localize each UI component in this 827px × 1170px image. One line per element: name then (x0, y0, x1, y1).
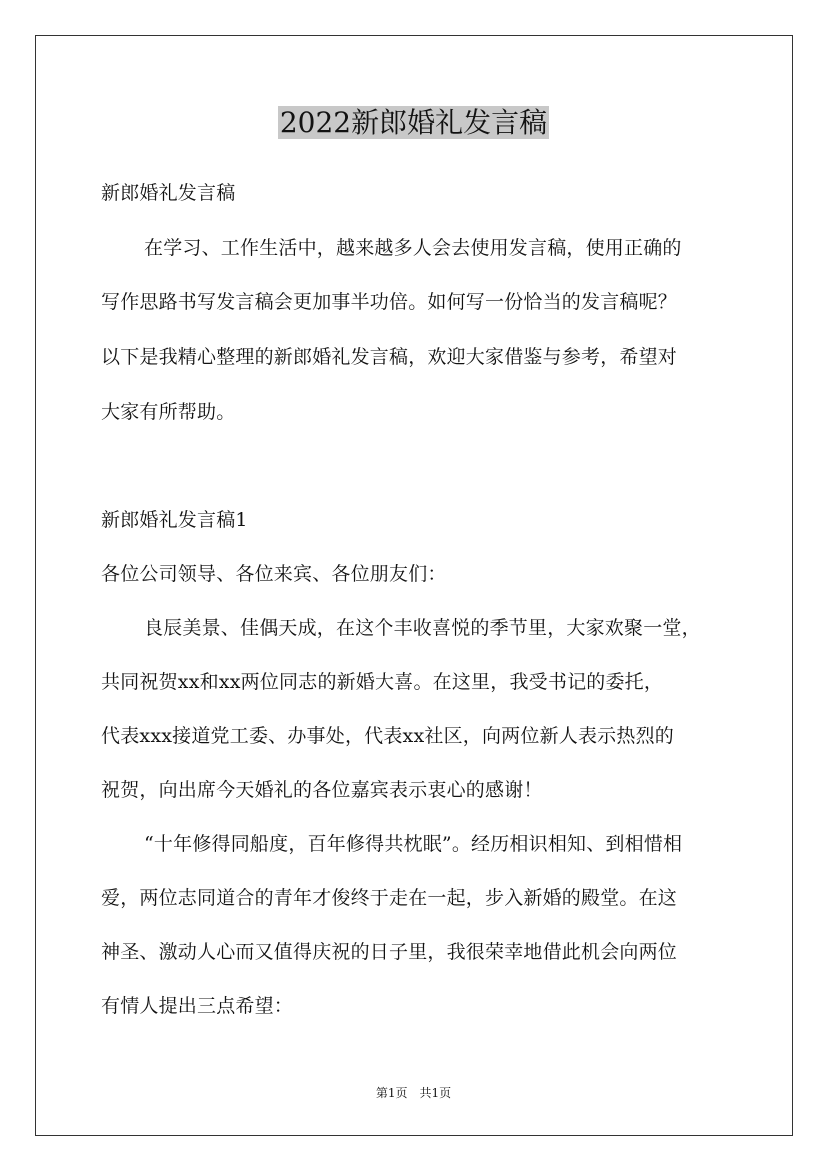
paragraph-line: 大家有所帮助。 (101, 401, 236, 423)
paragraph-line: 代表xxx接道党工委、办事处，代表xx社区，向两位新人表示热烈的 (101, 725, 674, 747)
paragraph-line: 良辰美景、佳偶天成，在这个丰收喜悦的季节里，大家欢聚一堂， (144, 617, 701, 639)
subtitle-line: 新郎婚礼发言稿 (101, 182, 236, 204)
paragraph-line: 有情人提出三点希望： (101, 995, 294, 1017)
paragraph-line: “十年修得同船度，百年修得共枕眠”。经历相识相知、到相惜相 (144, 833, 683, 855)
page-footer: 第1页 共1页 (375, 1086, 452, 1100)
paragraph-line: 神圣、激动人心而又值得庆祝的日子里，我很荣幸地借此机会向两位 (101, 941, 678, 963)
paragraph-line: 祝贺，向出席今天婚礼的各位嘉宾表示衷心的感谢！ (101, 779, 543, 801)
paragraph-line: 以下是我精心整理的新郎婚礼发言稿，欢迎大家借鉴与参考，希望对 (101, 346, 678, 368)
section-heading: 新郎婚礼发言稿1 (101, 509, 248, 531)
paragraph-line: 共同祝贺xx和xx两位同志的新婚大喜。在这里，我受书记的委托， (101, 671, 664, 693)
paragraph-line: 爱，两位志同道合的青年才俊终于走在一起，步入新婚的殿堂。在这 (101, 887, 678, 909)
paragraph-line: 在学习、工作生活中，越来越多人会去使用发言稿，使用正确的 (144, 237, 682, 259)
document-title (0, 104, 827, 142)
salutation-line: 各位公司领导、各位来宾、各位朋友们： (101, 563, 447, 585)
document-title-text: 2022新郎婚礼发言稿 (279, 106, 548, 139)
paragraph-line: 写作思路书写发言稿会更加事半功倍。如何写一份恰当的发言稿呢？ (101, 291, 678, 313)
